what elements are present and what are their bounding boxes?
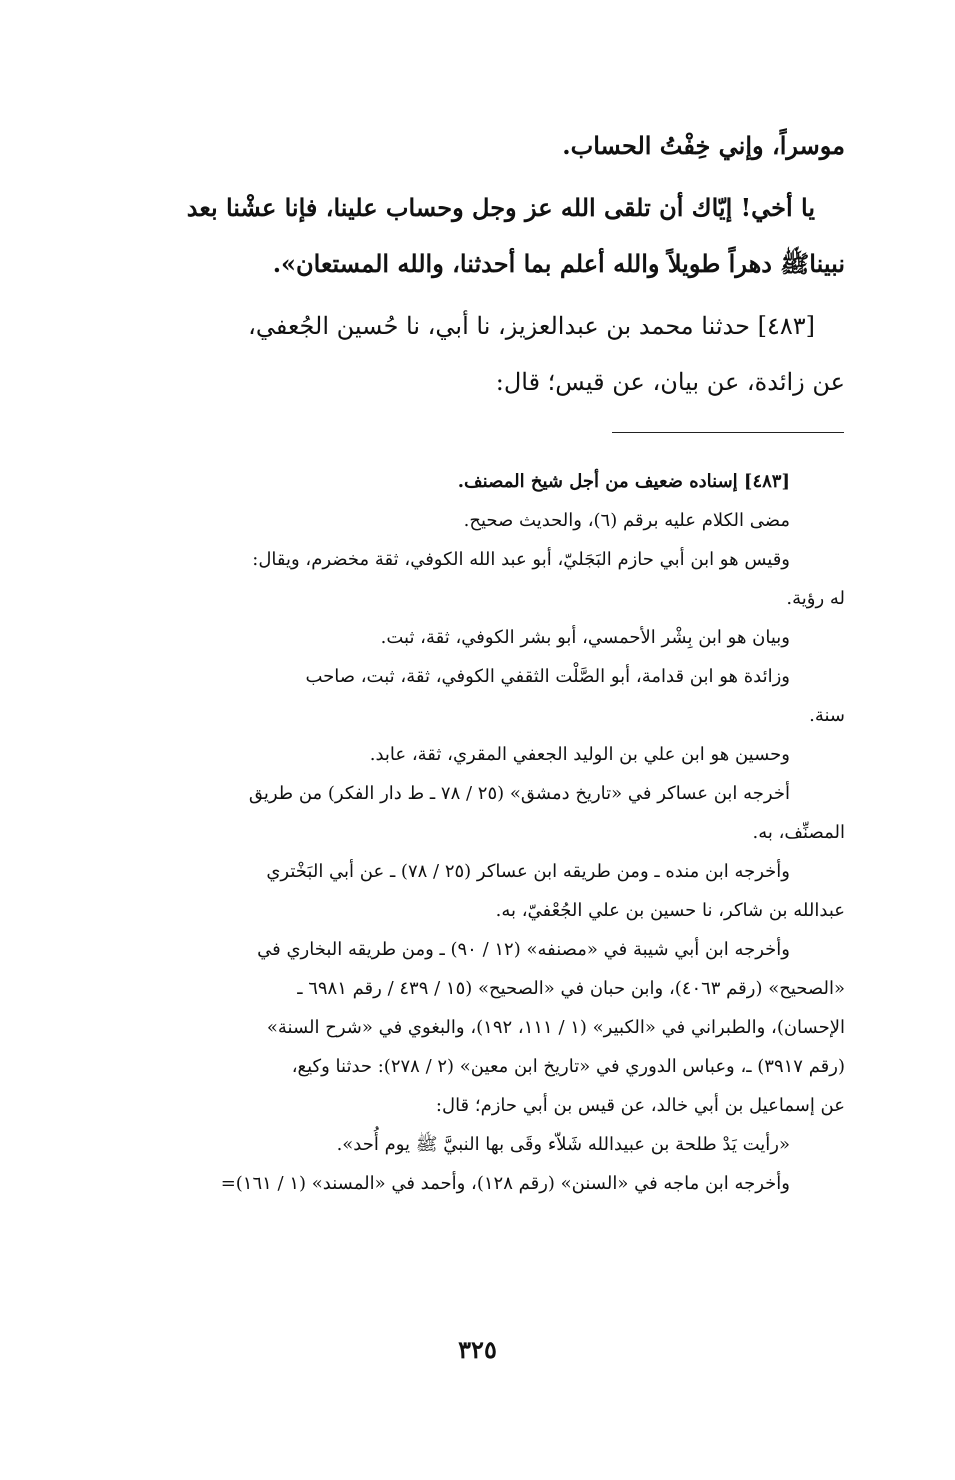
main-line: موسراً، وإني خِفْتُ الحساب. [562, 131, 845, 160]
main-line: نبيناﷺ دهراً طويلاً والله أعلم بما أحدثنا، والله المستعان». [272, 249, 845, 278]
footnote-line: عن إسماعيل بن أبي خالد، عن قيس بن أبي حازم؛ قال: [435, 1095, 845, 1116]
footnote-line: له رؤية. [786, 588, 845, 609]
footnote-line: المصنِّف، به. [752, 822, 845, 843]
footnote-line: وحسين هو ابن علي بن الوليد الجعفي المقري، ثقة، عابد. [369, 744, 790, 765]
footnote-line: وقيس هو ابن أبي حازم البَجَليّ، أبو عبد الله الكوفي، ثقة مخضرم، ويقال: [252, 549, 790, 570]
footnote-line: وأخرجه ابن ماجه في «السنن» (رقم ١٢٨)، وأحمد في «المسند» (١ / ١٦١)= [220, 1173, 790, 1194]
footnote-line: عبدالله بن شاكر، نا حسين بن علي الجُعْفيّ، به. [495, 900, 845, 921]
footnote-line: «رأيت يَدْ طلحة بن عبيدالله شَلاّء وقَى بها النبيَّ ﷺ يوم أُحد». [336, 1134, 790, 1155]
footnote-heading: [٤٨٣] إسناده ضعيف من أجل شيخ المصنف. [457, 471, 790, 492]
footnote-line: (رقم ٣٩١٧) ـ، وعباس الدوري في «تاريخ ابن معين» (٢ / ٢٧٨): حدثنا وكيع، [291, 1056, 845, 1077]
footnotes [120, 462, 845, 1203]
footnote-line: وبيان هو ابن بِشْر الأحمسي، أبو بشر الكوفي، ثقة، ثبت. [380, 627, 790, 648]
main-line: يا أخي! إيّاك أن تلقى الله عز وجل وحساب علينا، فإنا عشْنا بعد [186, 193, 815, 222]
footnote-line: وأخرجه ابن منده ـ ومن طريقه ابن عساكر (٢٥ / ٧٨) ـ عن أبي البَخْتري [266, 861, 790, 882]
footnote-line: «الصحيح» (رقم ٤٠٦٣)، وابن حبان في «الصحيح» (١٥ / ٤٣٩ / رقم ٦٩٨١ ـ [297, 978, 845, 999]
main-text [120, 118, 845, 410]
page-number: ٣٢٥ [458, 1335, 497, 1364]
footnote-line: مضى الكلام عليه برقم (٦)، والحديث صحيح. [463, 510, 790, 531]
footnote-divider [612, 432, 844, 433]
hadith-483-heading: [٤٨٣] حدثنا محمد بن عبدالعزيز، نا أبي، نا حُسين الجُعفي، [248, 312, 815, 340]
footnote-line: وزائدة هو ابن قدامة، أبو الصَّلْت الثقفي الكوفي، ثقة، ثبت، صاحب [305, 666, 790, 687]
footnote-line: الإحسان)، والطبراني في «الكبير» (١ / ١١١، ١٩٢)، والبغوي في «شرح السنة» [266, 1017, 845, 1038]
main-line: عن زائدة، عن بيان، عن قيس؛ قال: [495, 368, 845, 396]
footnote-line: سنة. [809, 705, 845, 726]
footnote-line: أخرجه ابن عساكر في «تاريخ دمشق» (٢٥ / ٧٨ ـ ط دار الفكر) من طريق [248, 783, 790, 804]
footnote-line: وأخرجه ابن أبي شيبة في «مصنفه» (١٢ / ٩٠) ـ ومن طريقه البخاري في [257, 939, 790, 960]
